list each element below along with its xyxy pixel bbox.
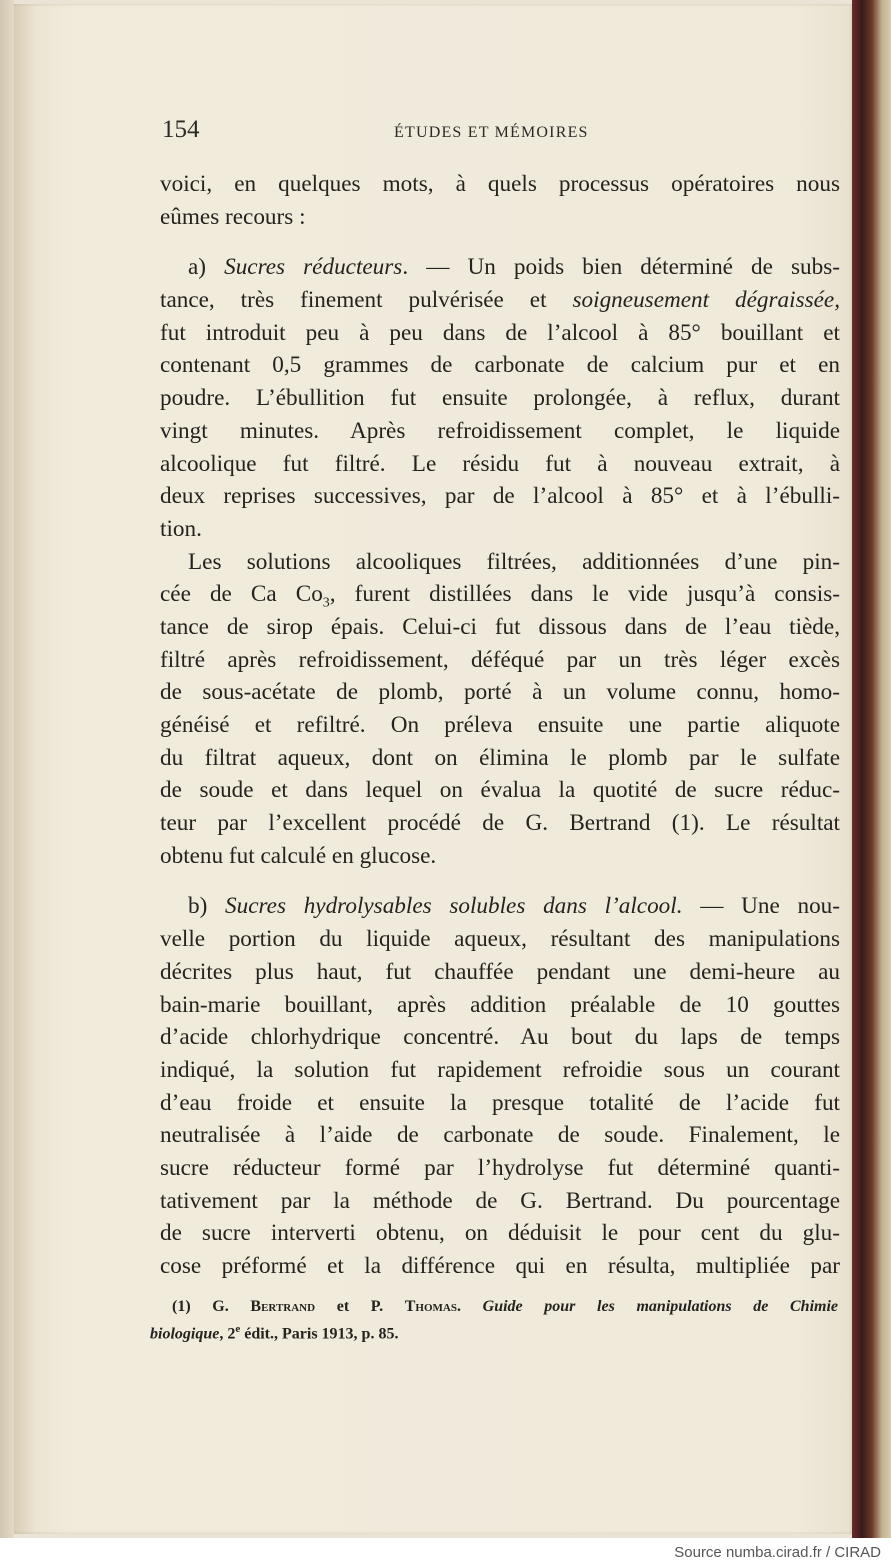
text-line: deux reprises successives, par de l’alcool à 85° et à l’ébulli- (160, 483, 840, 510)
text-run: et P. (315, 1298, 405, 1315)
paragraph-gap (160, 233, 840, 251)
text-line (160, 578, 840, 611)
text-line: poudre. L’ébullition fut ensuite prolongée, à reflux, durant (160, 385, 840, 412)
text-line: eûmes recours : (160, 203, 306, 230)
item-marker: b) (188, 893, 226, 920)
book-binding (852, 0, 891, 1538)
text-run: , furent distillées dans le vide jusqu’à consis- (329, 581, 840, 608)
text-line: indiqué, la solution fut rapidement refroidie sous un courant (160, 1056, 840, 1083)
text-run: . (456, 1298, 483, 1315)
page-number: 154 (162, 116, 200, 143)
text-line: de soude et dans lequel on évalua la quotité de sucre réduc- (160, 777, 840, 804)
text-line: Les solutions alcooliques filtrées, additionnées d’une pin- (188, 548, 840, 575)
text-line: vingt minutes. Après refroidissement complet, le liquide (160, 417, 840, 444)
text-line: de sucre interverti obtenu, on déduisit le pour cent du glu- (160, 1220, 840, 1247)
text-line: de sous-acétate de plomb, porté à un volume connu, homo- (160, 679, 840, 706)
footnote-marker: (1) G. (172, 1298, 251, 1315)
text-line: d’acide chlorhydrique concentré. Au bout du laps de temps (160, 1024, 840, 1051)
text-line: fut introduit peu à peu dans de l’alcool à 85° bouillant et (160, 319, 840, 346)
text-run: cée de Ca Co (160, 581, 323, 608)
page-edge (0, 0, 14, 1538)
body-text (160, 168, 840, 1283)
text-line: voici, en quelques mots, à quels processus opératoires nous (160, 171, 840, 197)
footnote-line (150, 1318, 838, 1343)
text-line: bain-marie bouillant, après addition préalable de 10 gouttes (160, 991, 840, 1018)
text-line: d’eau froide et ensuite la presque totalité de l’acide fut (160, 1089, 840, 1116)
text-line (160, 284, 840, 317)
author-name: Thomas (404, 1298, 457, 1315)
book-title: Guide pour les manipulations de Chimie (482, 1298, 839, 1315)
text-run: . — Un poids bien déterminé de subs- (402, 254, 840, 281)
text-line (160, 251, 840, 284)
subscript: 3 (322, 595, 330, 611)
book-title: biologique (150, 1325, 220, 1343)
author-name: Bertrand (250, 1298, 316, 1315)
section-heading: Sucres hydrolysables solubles dans l’alcool. (225, 893, 683, 920)
text-line: filtré après refroidissement, déféqué par un très léger excès (160, 646, 840, 673)
source-credit: Source numba.cirad.fr / CIRAD (674, 1544, 881, 1561)
paragraph-gap (160, 872, 840, 890)
footnote (150, 1296, 839, 1343)
item-marker: a) (188, 254, 225, 281)
text-line: contenant 0,5 grammes de carbonate de calcium pur et en (160, 352, 840, 379)
section-heading: Sucres réducteurs (224, 254, 403, 281)
text-line: généisé et refiltré. On préleva ensuite une partie aliquote (160, 712, 840, 738)
running-title: ÉTUDES ET MÉMOIRES (394, 124, 589, 141)
text-line: sucre réducteur formé par l’hydrolyse fut déterminé quanti- (160, 1154, 840, 1181)
text-line: alcoolique fut filtré. Le résidu fut à nouveau extrait, à (160, 450, 840, 477)
text-line: du filtrat aqueux, dont on élimina le plomb par le sulfate (160, 744, 840, 771)
text-line: obtenu fut calculé en glucose. (160, 842, 437, 869)
text-run: , 2 (219, 1325, 236, 1343)
emphasis: soigneusement dégraissée, (572, 287, 840, 314)
text-line: tativement par la méthode de G. Bertrand. Du pourcentage (160, 1187, 840, 1214)
text-run: tance, très finement pulvérisée et (160, 287, 573, 314)
text-line: velle portion du liquide aqueux, résultant des manipulations (160, 926, 840, 953)
text-run: — Une nou- (682, 893, 840, 920)
footnote-line (150, 1296, 838, 1318)
text-line: décrites plus haut, fut chauffée pendant une demi-heure au (160, 958, 840, 985)
superscript: e (235, 1323, 241, 1335)
text-line: teur par l’excellent procédé de G. Bertrand (1). Le résultat (160, 810, 840, 837)
text-line: tion. (160, 515, 202, 542)
text-line: cose préformé et la différence qui en résulta, multipliée par (160, 1253, 840, 1279)
text-line: neutralisée à l’aide de carbonate de soude. Finalement, le (160, 1122, 840, 1149)
text-line: tance de sirop épais. Celui-ci fut dissous dans de l’eau tiède, (160, 613, 840, 640)
page-header (0, 114, 891, 154)
text-line (160, 890, 840, 923)
text-run: édit., Paris 1913, p. 85. (240, 1325, 399, 1343)
